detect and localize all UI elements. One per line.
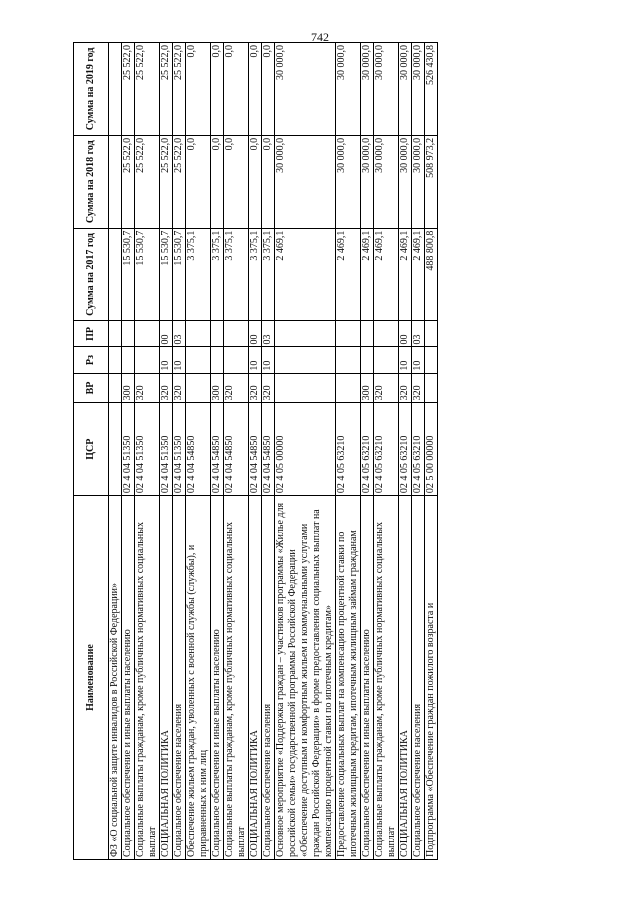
cell-name: Обеспечение жильем граждан, уволенных с военной службы (службы), и приравненных к ним лиц (186, 496, 211, 860)
cell-2019: 30 000,0 (374, 43, 399, 136)
table-row (122, 43, 135, 860)
cell-2019: 0,0 (262, 43, 275, 136)
cell-csr: 02 4 05 63210 (412, 403, 425, 496)
cell-rz (224, 347, 249, 373)
header-row (74, 43, 109, 860)
table-row (135, 43, 160, 860)
cell-vr: 300 (122, 373, 135, 403)
cell-pr: 03 (173, 321, 186, 347)
header-csr: ЦСР (74, 403, 109, 496)
cell-2018: 30 000,0 (336, 135, 361, 228)
budget-table (73, 42, 438, 860)
cell-2018: 0,0 (249, 135, 262, 228)
cell-name: Подпрограмма «Обеспечение граждан пожилого возраста и (425, 496, 438, 860)
cell-vr: 300 (361, 373, 374, 403)
cell-name: Социальное обеспечение населения (173, 496, 186, 860)
cell-2019: 0,0 (224, 43, 249, 136)
cell-pr (135, 321, 160, 347)
cell-2018: 25 522,0 (122, 135, 135, 228)
header-pr: ПР (74, 321, 109, 347)
table-row (249, 43, 262, 860)
cell-2017: 3 375,1 (224, 228, 249, 321)
cell-2019: 526 430,8 (425, 43, 438, 136)
cell-2018: 0,0 (224, 135, 249, 228)
cell-2017: 488 800,8 (425, 228, 438, 321)
cell-2018: 25 522,0 (173, 135, 186, 228)
cell-rz: 10 (262, 347, 275, 373)
cell-vr: 320 (399, 373, 412, 403)
cell-rz: 10 (399, 347, 412, 373)
cell-2018: 25 522,0 (160, 135, 173, 228)
cell-name: Социальные выплаты гражданам, кроме публичных нормативных социальных выплат (224, 496, 249, 860)
cell-2018: 30 000,0 (275, 135, 336, 228)
cell-rz (425, 347, 438, 373)
cell-2019: 25 522,0 (122, 43, 135, 136)
cell-2019 (109, 43, 122, 136)
cell-rz: 10 (249, 347, 262, 373)
cell-2019: 25 522,0 (135, 43, 160, 136)
cell-2017: 15 530,7 (160, 228, 173, 321)
cell-2018: 30 000,0 (412, 135, 425, 228)
cell-2017: 3 375,1 (211, 228, 224, 321)
cell-rz: 10 (173, 347, 186, 373)
cell-vr: 320 (262, 373, 275, 403)
cell-2017: 2 469,1 (336, 228, 361, 321)
cell-2018: 25 522,0 (135, 135, 160, 228)
cell-2019: 0,0 (249, 43, 262, 136)
table-row (374, 43, 399, 860)
cell-2019: 25 522,0 (173, 43, 186, 136)
cell-pr (361, 321, 374, 347)
page-number: 742 (311, 30, 329, 44)
cell-name: СОЦИАЛЬНАЯ ПОЛИТИКА (160, 496, 173, 860)
header-rz: Рз (74, 347, 109, 373)
cell-name: Социальное обеспечение и иные выплаты населению (211, 496, 224, 860)
cell-rz (275, 347, 336, 373)
cell-csr: 02 4 05 63210 (361, 403, 374, 496)
table-row (275, 43, 336, 860)
cell-2019: 30 000,0 (275, 43, 336, 136)
cell-pr (336, 321, 361, 347)
cell-csr: 02 4 04 54850 (224, 403, 249, 496)
cell-pr (122, 321, 135, 347)
cell-csr: 02 4 04 54850 (249, 403, 262, 496)
cell-vr: 320 (135, 373, 160, 403)
header-2017: Сумма на 2017 год (74, 228, 109, 321)
cell-vr: 300 (211, 373, 224, 403)
cell-2018: 0,0 (186, 135, 211, 228)
cell-pr: 00 (249, 321, 262, 347)
cell-csr: 02 4 04 54850 (186, 403, 211, 496)
table-row (173, 43, 186, 860)
cell-2019: 30 000,0 (399, 43, 412, 136)
table-row (399, 43, 412, 860)
cell-vr (425, 373, 438, 403)
cell-2017: 2 469,1 (399, 228, 412, 321)
cell-rz (122, 347, 135, 373)
cell-pr: 00 (399, 321, 412, 347)
cell-vr: 320 (374, 373, 399, 403)
cell-name: Социальные выплаты гражданам, кроме публичных нормативных социальных выплат (374, 496, 399, 860)
cell-name: Основное мероприятие «Поддержка граждан – участников программы «Жилье для российской семьи» государственной программы Российской Федерации «Обеспечение доступным и комфортным жильем и коммунальными услугами граждан Российской Федерации» в форме предоставления социальных выплат на компенсацию процентной ставки по ипотечным кредитам» (275, 496, 336, 860)
cell-rz (361, 347, 374, 373)
table-row (361, 43, 374, 860)
cell-pr (275, 321, 336, 347)
rotated-table-container (73, 42, 566, 860)
header-name: Наименование (74, 496, 109, 860)
table-row (186, 43, 211, 860)
cell-pr (374, 321, 399, 347)
cell-csr: 02 5 00 00000 (425, 403, 438, 496)
cell-pr: 00 (160, 321, 173, 347)
cell-name: Социальное обеспечение и иные выплаты населению (122, 496, 135, 860)
cell-name: Социальные выплаты гражданам, кроме публичных нормативных социальных выплат (135, 496, 160, 860)
cell-csr: 02 4 04 54850 (262, 403, 275, 496)
cell-rz (211, 347, 224, 373)
cell-2018: 0,0 (211, 135, 224, 228)
cell-csr: 02 4 05 00000 (275, 403, 336, 496)
table-row (211, 43, 224, 860)
cell-2017: 3 375,1 (186, 228, 211, 321)
cell-pr (211, 321, 224, 347)
header-vr: ВР (74, 373, 109, 403)
cell-csr: 02 4 05 63210 (374, 403, 399, 496)
cell-2017 (109, 228, 122, 321)
cell-vr (109, 373, 122, 403)
header-2018: Сумма на 2018 год (74, 135, 109, 228)
cell-2018: 30 000,0 (374, 135, 399, 228)
cell-rz: 10 (160, 347, 173, 373)
cell-name: СОЦИАЛЬНАЯ ПОЛИТИКА (249, 496, 262, 860)
cell-2017: 2 469,1 (275, 228, 336, 321)
table-row (224, 43, 249, 860)
cell-2018: 30 000,0 (399, 135, 412, 228)
cell-2017: 15 530,7 (173, 228, 186, 321)
cell-name: СОЦИАЛЬНАЯ ПОЛИТИКА (399, 496, 412, 860)
cell-rz (336, 347, 361, 373)
cell-2017: 2 469,1 (412, 228, 425, 321)
table-row (160, 43, 173, 860)
cell-vr: 320 (173, 373, 186, 403)
cell-vr: 320 (412, 373, 425, 403)
cell-csr: 02 4 05 63210 (399, 403, 412, 496)
table-row (425, 43, 438, 860)
cell-name: Социальное обеспечение населения (262, 496, 275, 860)
cell-vr: 320 (224, 373, 249, 403)
cell-pr: 03 (412, 321, 425, 347)
cell-2019: 25 522,0 (160, 43, 173, 136)
cell-rz (186, 347, 211, 373)
cell-2019: 0,0 (211, 43, 224, 136)
cell-2017: 15 530,7 (122, 228, 135, 321)
table-body (109, 43, 438, 860)
header-2019: Сумма на 2019 год (74, 43, 109, 136)
cell-name: Социальное обеспечение и иные выплаты населению (361, 496, 374, 860)
cell-rz (109, 347, 122, 373)
cell-2017: 3 375,1 (262, 228, 275, 321)
cell-pr (425, 321, 438, 347)
cell-csr: 02 4 05 63210 (336, 403, 361, 496)
cell-vr: 320 (160, 373, 173, 403)
table-row (336, 43, 361, 860)
table-row (412, 43, 425, 860)
cell-2018: 0,0 (262, 135, 275, 228)
cell-pr (224, 321, 249, 347)
cell-2019: 30 000,0 (412, 43, 425, 136)
cell-2019: 30 000,0 (361, 43, 374, 136)
table-row (109, 43, 122, 860)
cell-name: Социальное обеспечение населения (412, 496, 425, 860)
cell-2019: 30 000,0 (336, 43, 361, 136)
cell-name: ФЗ «О социальной защите инвалидов в Российской Федерации» (109, 496, 122, 860)
table-row (262, 43, 275, 860)
cell-2018 (109, 135, 122, 228)
cell-vr (336, 373, 361, 403)
cell-vr (275, 373, 336, 403)
cell-csr: 02 4 04 51350 (122, 403, 135, 496)
cell-2017: 15 530,7 (135, 228, 160, 321)
cell-2018: 30 000,0 (361, 135, 374, 228)
cell-2017: 3 375,1 (249, 228, 262, 321)
cell-csr: 02 4 04 51350 (160, 403, 173, 496)
cell-pr (186, 321, 211, 347)
cell-pr (109, 321, 122, 347)
cell-rz: 10 (412, 347, 425, 373)
cell-csr: 02 4 04 54850 (211, 403, 224, 496)
cell-vr: 320 (249, 373, 262, 403)
cell-2017: 2 469,1 (361, 228, 374, 321)
cell-csr: 02 4 04 51350 (135, 403, 160, 496)
cell-pr: 03 (262, 321, 275, 347)
cell-name: Предоставление социальных выплат на компенсацию процентной ставки по ипотечным жилищным кредитам, ипотечным жилищным займам гражданам (336, 496, 361, 860)
cell-rz (135, 347, 160, 373)
cell-2017: 2 469,1 (374, 228, 399, 321)
cell-2019: 0,0 (186, 43, 211, 136)
cell-csr: 02 4 04 51350 (173, 403, 186, 496)
cell-2018: 508 973,2 (425, 135, 438, 228)
table-header (74, 43, 109, 860)
cell-rz (374, 347, 399, 373)
cell-csr (109, 403, 122, 496)
cell-vr (186, 373, 211, 403)
